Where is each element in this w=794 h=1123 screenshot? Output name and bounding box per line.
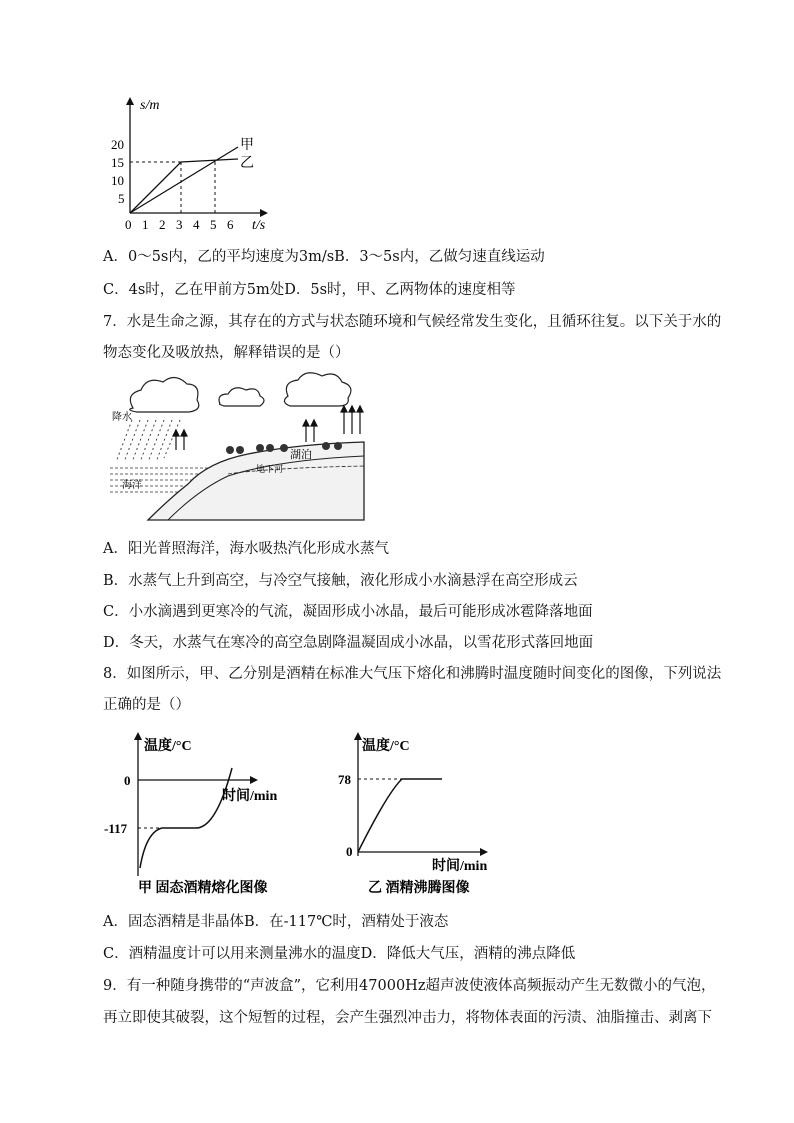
q7-option-a: A．阳光普照海洋，海水吸热汽化形成水蒸气 [103, 541, 389, 557]
q7-stem-line1: 7．水是生命之源，其存在的方式与状态随环境和气候经常发生变化，且循环往复。以下关于水的 [103, 314, 722, 330]
boil-tick-0: 0 [346, 844, 353, 859]
lake-label: 湖泊 [290, 449, 312, 461]
st-x-tick: 1 [142, 217, 149, 232]
q8-stem-line2: 正确的是（） [103, 697, 190, 713]
q8-options-line1: A．固态酒精是非晶体B．在-117℃时，酒精处于液态 [103, 914, 449, 930]
q7-option-d: D．冬天，水蒸气在寒冷的高空急剧降温凝固成小冰晶，以雪花形式落回地面 [103, 635, 594, 651]
st-graph [110, 95, 280, 235]
underground-river-label: 地下河 [256, 464, 284, 474]
melting-graph [100, 728, 300, 898]
st-x-tick: 2 [159, 217, 166, 232]
q7-stem-line2: 物态变化及吸放热，解释错误的是（） [103, 345, 350, 361]
q6-options-line2: C．4s时，乙在甲前方5m处D．5s时，甲、乙两物体的速度相等 [103, 282, 516, 298]
st-x-tick: 3 [176, 217, 183, 232]
q9-stem-line2: 再立即使其破裂，这个短暂的过程，会产生强烈冲击力，将物体表面的污渍、油脂撞击、剥离下 [103, 1010, 712, 1026]
st-x-tick: 6 [227, 217, 234, 232]
boil-y-label: 温度/°C [362, 739, 410, 754]
st-x-axis-label: t/s [252, 218, 266, 233]
q8-options-line2: C．酒精温度计可以用来测量沸水的温度D．降低大气压，酒精的沸点降低 [103, 946, 576, 962]
st-x-tick: 0 [125, 217, 132, 232]
melt-tick-m117: -117 [104, 821, 128, 836]
boil-tick-78: 78 [338, 772, 351, 787]
melt-x-label: 时间/min [222, 789, 278, 804]
st-label-jia: 甲 [240, 138, 254, 153]
st-y-axis-label: s/m [140, 98, 160, 113]
water-cycle-figure [108, 370, 366, 522]
st-label-yi: 乙 [240, 156, 254, 171]
q7-option-c: C．小水滴遇到更寒冷的气流，凝固形成小冰晶，最后可能形成冰雹降落地面 [103, 604, 593, 620]
rain-label: 降水 [112, 412, 132, 423]
q6-options-line1: A．0～5s内，乙的平均速度为3m/sB．3～5s内，乙做匀速直线运动 [103, 249, 545, 265]
st-x-tick: 5 [210, 217, 217, 232]
q8-stem-line1: 8．如图所示，甲、乙分别是酒精在标准大气压下熔化和沸腾时温度随时间变化的图像，下列说法 [103, 666, 722, 682]
boiling-graph [330, 728, 500, 898]
ocean-label: 海洋 [122, 480, 142, 491]
boil-caption: 乙 酒精沸腾图像 [368, 881, 470, 896]
st-y-tick: 10 [111, 173, 124, 188]
boil-x-label: 时间/min [432, 859, 488, 874]
melt-tick-0: 0 [124, 773, 131, 788]
melt-y-label: 温度/°C [144, 739, 192, 754]
st-y-tick: 15 [111, 155, 124, 170]
melt-caption: 甲 固态酒精熔化图像 [138, 881, 268, 896]
q9-stem-line1: 9．有一种随身携带的“声波盒”，它利用47000Hz超声波使液体高频振动产生无数微小的气泡， [103, 978, 716, 994]
st-y-tick: 20 [111, 137, 124, 152]
st-x-tick: 4 [193, 217, 200, 232]
q7-option-b: B．水蒸气上升到高空，与冷空气接触，液化形成小水滴悬浮在高空形成云 [103, 573, 578, 589]
st-y-tick: 5 [118, 191, 125, 206]
